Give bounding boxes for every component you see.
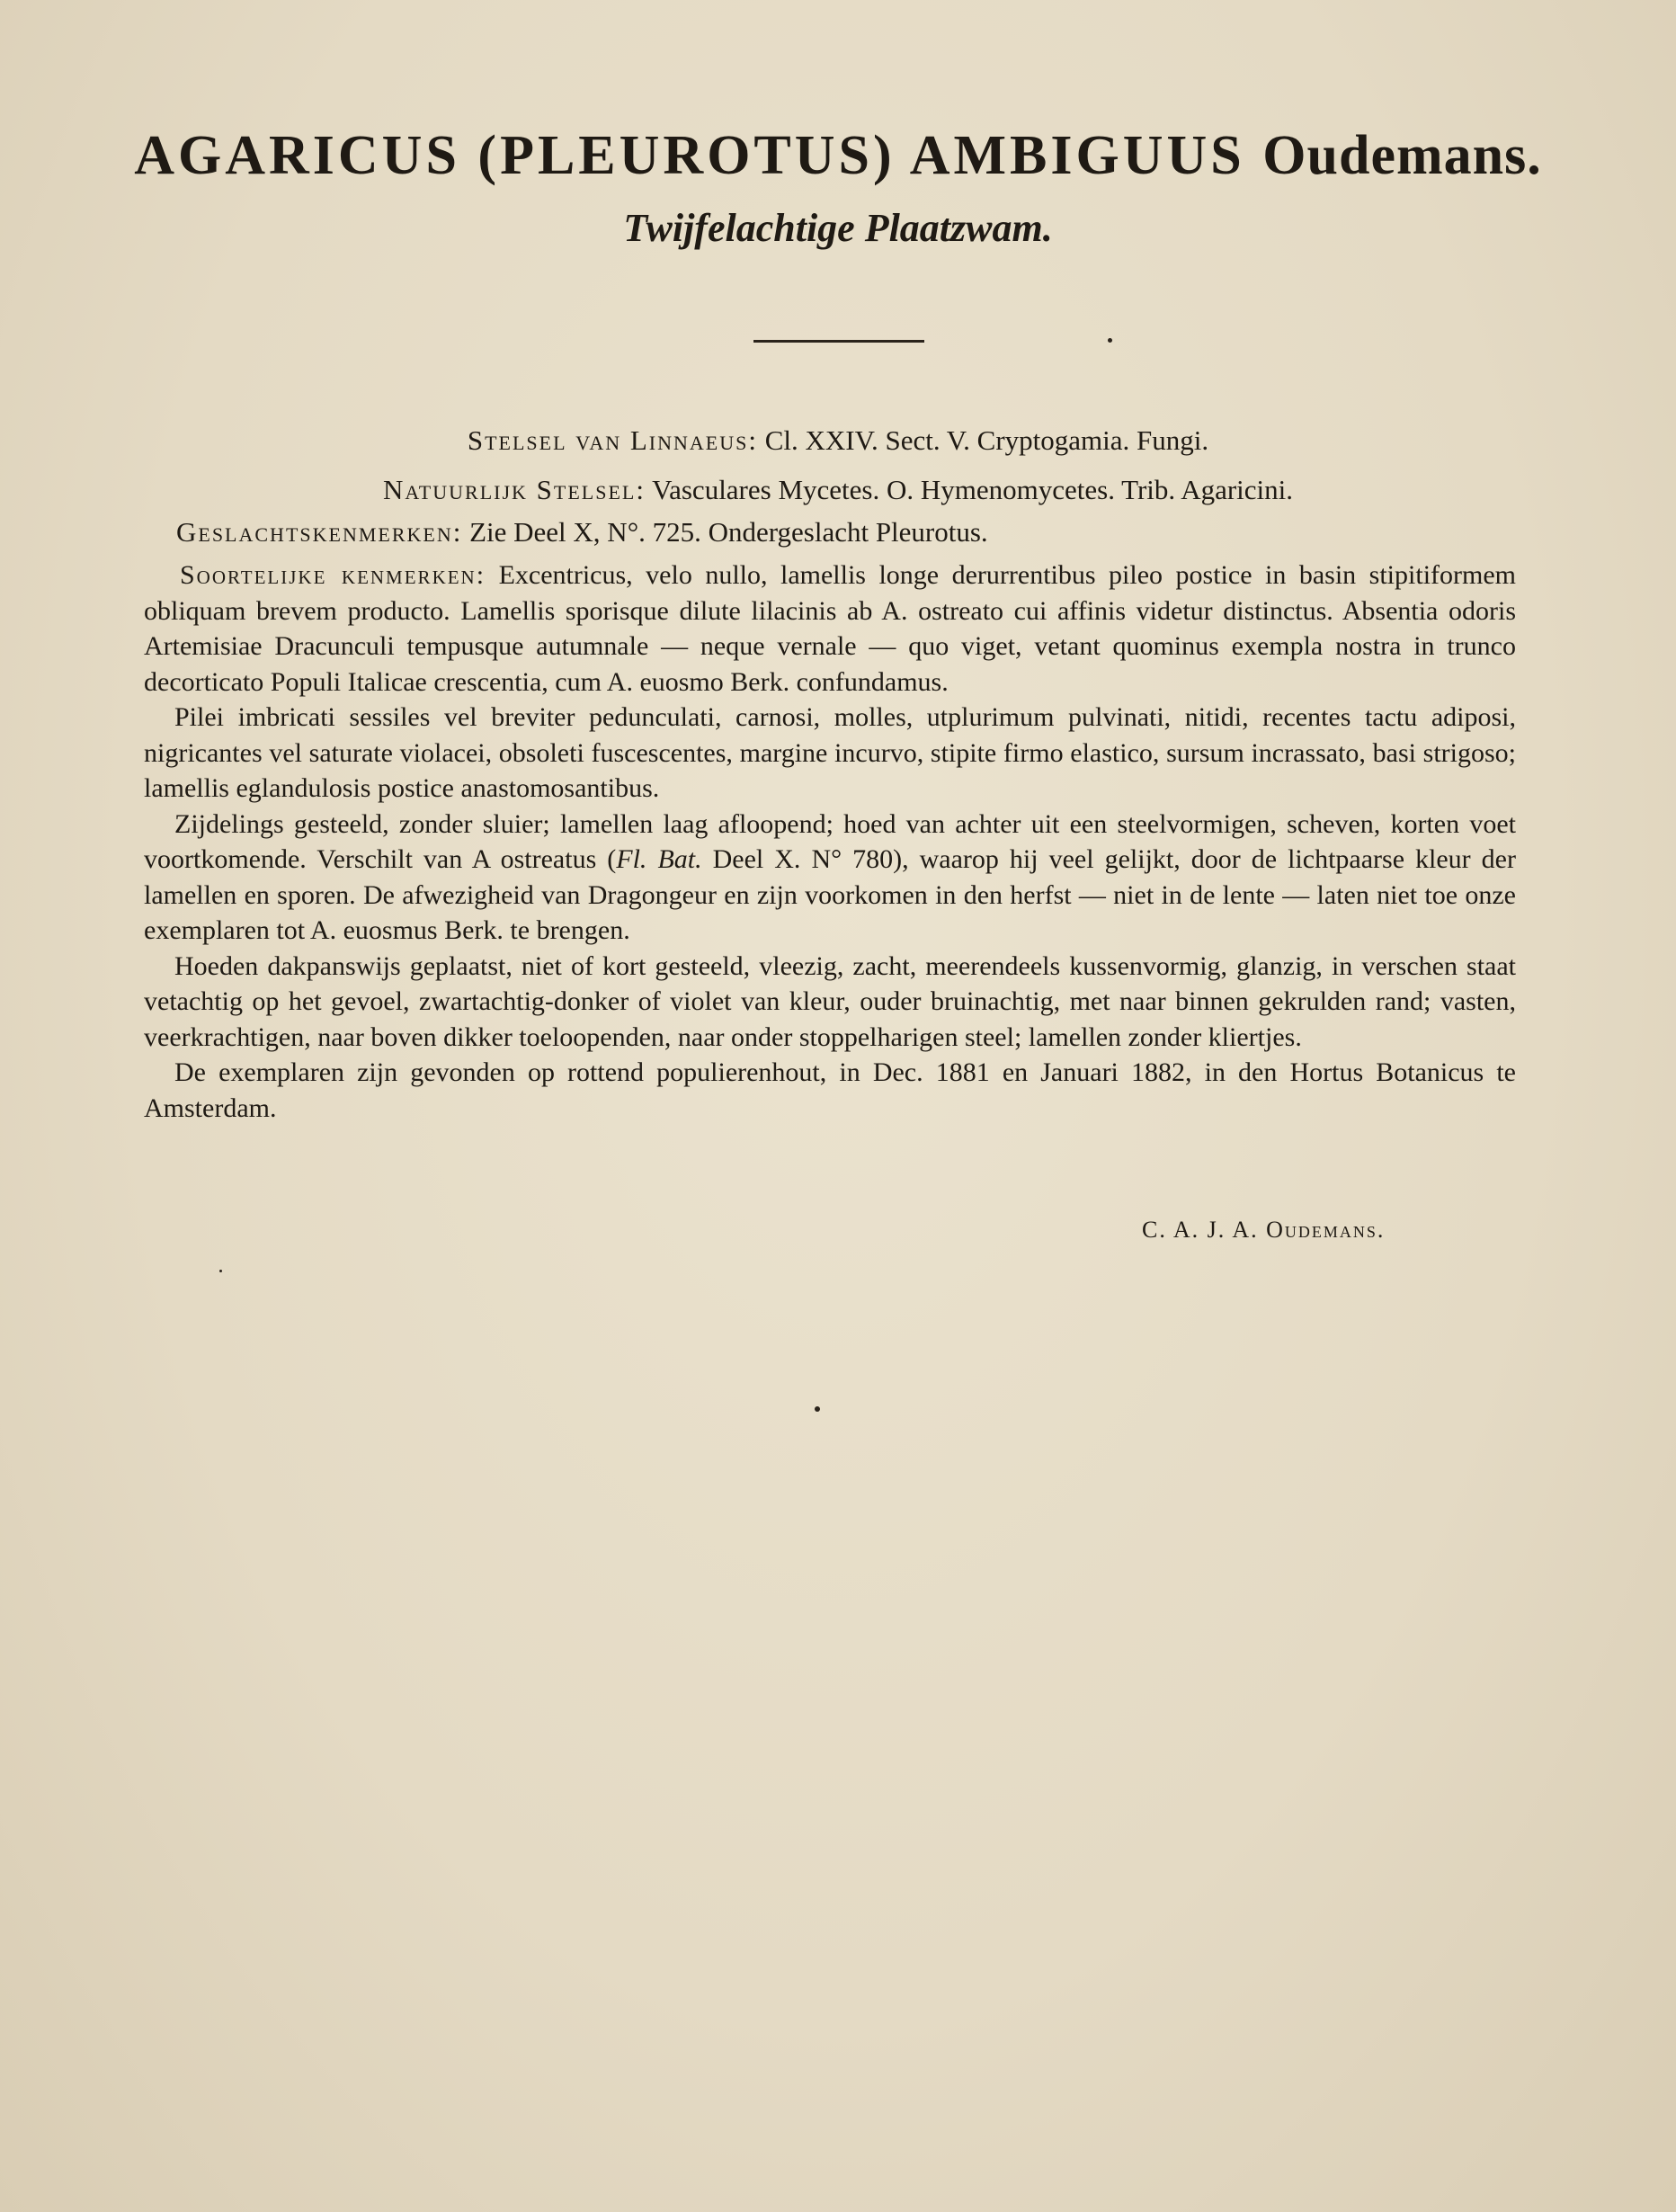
natural-system-text: Vasculares Mycetes. O. Hymenomycetes. Trib. Agaricini. [652, 474, 1294, 505]
species-title [0, 124, 1676, 187]
paper-speck [815, 1406, 820, 1412]
dutch-comparison-paragraph [144, 807, 1516, 949]
dutch-common-name: Twijfelachtige Plaatzwam. [623, 206, 1053, 250]
title-divider [753, 340, 924, 343]
species-name: AGARICUS (PLEUROTUS) AMBIGUUS [134, 125, 1245, 186]
species-characters-paragraph [144, 557, 1516, 700]
body-text [144, 557, 1516, 1126]
dutch-description-paragraph: Hoeden dakpanswijs geplaatst, niet of kort gesteeld, vleezig, zacht, meerendeels kussenvormig, glanzig, in verschen staat vetachtig op het gevoel, zwartachtig-donker of violet van kleur, ouder bruinachtig, met naar binnen gekrulden rand; vasten, veerkrachtigen, naar boven dikker toeloopenden, naar onder stoppelharigen steel; lamellen zonder kliertjes. [144, 950, 1516, 1052]
comparison-text-start: Zijdelings gesteeld, zonder sluier; lamellen laag afloopend; hoed van achter uit een steelvormigen, scheven, korten voet voortkomende. Verschilt van A ostreatus ( [144, 808, 1516, 874]
flora-reference: Fl. Bat. [616, 844, 702, 874]
comparison-text-end: Deel X. N° 780), waarop hij veel gelijkt, door de lichtpaarse kleur der lamellen en sporen. De afwezigheid van Dragongeur en zijn voorkomen in den herfst — niet in de lente — laten niet toe onze exemplaren tot A. euosmus Berk. te brengen. [144, 844, 1516, 945]
author-signature: C. A. J. A. Oudemans. [1142, 1217, 1386, 1243]
linnaeus-text: Cl. XXIV. Sect. V. Cryptogamia. Fungi. [764, 424, 1209, 456]
linnaeus-line [0, 423, 1676, 459]
latin-description-paragraph: Pilei imbricati sessiles vel breviter pedunculati, carnosi, molles, utplurimum pulvinati, nitidi, recentes tactu adiposi, nigricantes vel saturate violacei, obsoleti fuscescentes, margine incurvo, stipite firmo elastico, sursum incrassato, basi strigoso; lamellis eglandulosis postice anastomosantibus. [144, 702, 1516, 803]
genus-line [176, 514, 988, 550]
genus-label: Geslachtskenmerken: [176, 516, 463, 548]
species-characters-text: Excentricus, velo nullo, lamellis longe derurrentibus pileo postice in basin stipitiformem obliquam brevem producto. Lamellis sporisque dilute lilacinis ab A. ostreato cui affinis videtur distinctus. Absentia odoris Artemisiae Dracunculi tempusque autumnale — neque vernale — quo viget, vetant quominus exempla nostra in trunco decorticato Populi Italicae crescentia, cum A. euosmo Berk. confundamus. [144, 560, 1516, 697]
natural-system-line [0, 472, 1676, 508]
natural-system-label: Natuurlijk Stelsel: [382, 474, 646, 505]
paper-speck [1108, 338, 1112, 343]
linnaeus-label: Stelsel van Linnaeus: [467, 424, 758, 456]
locality-paragraph: De exemplaren zijn gevonden op rottend populierenhout, in Dec. 1881 en Januari 1882, in den Hortus Botanicus te Amsterdam. [144, 1057, 1516, 1123]
paper-speck [219, 1270, 222, 1272]
species-characters-label: Soortelijke kenmerken: [180, 560, 486, 590]
genus-text: Zie Deel X, N°. 725. Ondergeslacht Pleurotus. [469, 516, 988, 548]
author-name: Oudemans. [1262, 125, 1542, 186]
